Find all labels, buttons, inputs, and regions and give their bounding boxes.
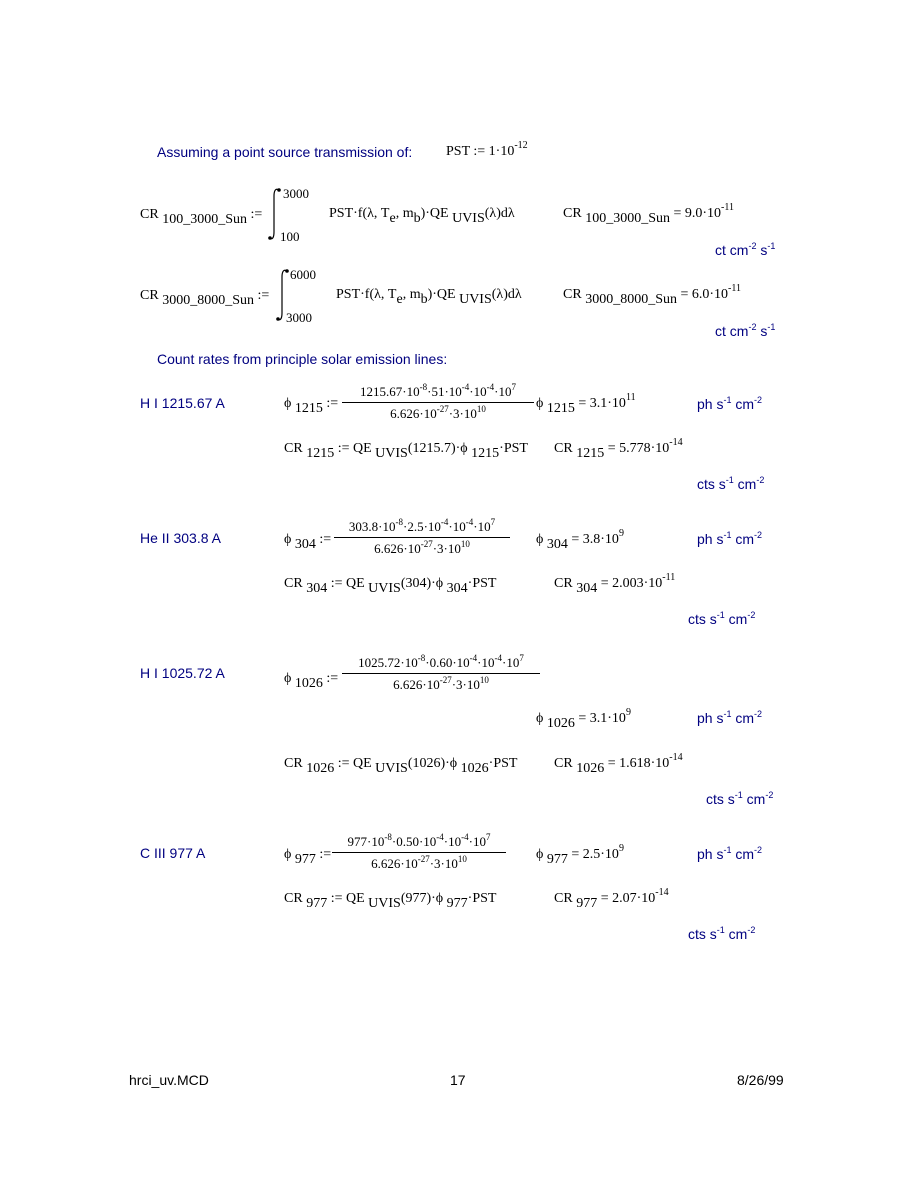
phi-result: ϕ $_{304} = 3.8\cdot 10^9$ — [536, 528, 624, 552]
fraction-numerator: $1025.72\cdot 10^{-8}\cdot 0.60\cdot 10^{-4}\cdot 10^{-4}\cdot 10^7$ — [342, 655, 540, 674]
integral-lhs: CR $_{3000\_8000\_Sun}$ := — [140, 288, 270, 308]
count-rate-definition: CR $_{977}$ := QE $_{UVIS}$(977)·ϕ $_{977}$·PST — [284, 891, 497, 911]
emission-line-name: H I 1215.67 A — [140, 395, 225, 411]
integral-unit: ct $cm^{-2}$ $s^{-1}$ — [715, 322, 776, 339]
phi-lhs: ϕ $_{1026}$ := — [284, 671, 339, 691]
count-unit: cts $s^{-1}$ $cm^{-2}$ — [697, 475, 765, 492]
integral-result: CR $_{100\_3000\_Sun} = 9.0\cdot 10^{-11}$ — [563, 202, 735, 226]
fraction-denominator: $6.626\cdot 10^{-27}\cdot 3\cdot 10^{10}$ — [374, 539, 470, 556]
footer-page-number: 17 — [450, 1072, 466, 1088]
emission-line-name: C III 977 A — [140, 845, 206, 861]
intro-label: Assuming a point source transmission of: — [157, 144, 413, 160]
emission-line-name: H I 1025.72 A — [140, 665, 225, 681]
section-label: Count rates from principle solar emission lines: — [157, 351, 448, 367]
flux-fraction — [332, 834, 506, 872]
fraction-denominator: $6.626\cdot 10^{-27}\cdot 3\cdot 10^{10}$ — [393, 675, 489, 692]
phi-result: ϕ $_{1215} = 3.1\cdot 10^{11}$ — [536, 392, 636, 416]
count-rate-result: CR $_{1026} = 1.618\cdot 10^{-14}$ — [554, 752, 683, 776]
emission-line-name: He II 303.8 A — [140, 530, 221, 546]
count-unit: cts $s^{-1}$ $cm^{-2}$ — [706, 790, 774, 807]
flux-fraction — [342, 384, 534, 422]
count-rate-result: CR $_{977} = 2.07\cdot 10^{-14}$ — [554, 887, 669, 911]
phi-lhs: ϕ $_{304}$ := — [284, 532, 332, 552]
integral-lhs: CR $_{100\_3000\_Sun}$ := — [140, 207, 263, 227]
photon-unit: ph $s^{-1}$ $cm^{-2}$ — [697, 530, 763, 547]
lower-limit: 3000 — [286, 310, 312, 325]
photon-unit: ph $s^{-1}$ $cm^{-2}$ — [697, 709, 763, 726]
photon-unit: ph $s^{-1}$ $cm^{-2}$ — [697, 845, 763, 862]
integrand: PST·f(λ, $T_e$, $m_b)\cdot QE$ $_{UVIS}$(λ)dλ — [336, 287, 522, 307]
count-rate-result: CR $_{304} = 2.003\cdot 10^{-11}$ — [554, 572, 676, 596]
count-unit: cts $s^{-1}$ $cm^{-2}$ — [688, 610, 756, 627]
integral-unit: ct $cm^{-2}$ $s^{-1}$ — [715, 241, 776, 258]
fraction-numerator: $1215.67\cdot 10^{-8}\cdot 51\cdot 10^{-4}\cdot 10^{-4}\cdot 10^7$ — [342, 384, 534, 403]
footer-date: 8/26/99 — [737, 1072, 784, 1088]
phi-result: ϕ $_{1026} = 3.1\cdot 10^9$ — [536, 707, 631, 731]
lower-limit: 100 — [280, 229, 300, 244]
phi-lhs: ϕ $_{1215}$ := — [284, 396, 339, 416]
fraction-denominator: $6.626\cdot 10^{-27}\cdot 3\cdot 10^{10}$ — [371, 854, 467, 871]
phi-lhs: ϕ $_{977}$ := — [284, 847, 332, 867]
integrand: PST·f(λ, $T_e$, $m_b)\cdot QE$ $_{UVIS}$(λ)dλ — [329, 206, 515, 226]
fraction-numerator: $303.8\cdot 10^{-8}\cdot 2.5\cdot 10^{-4}\cdot 10^{-4}\cdot 10^7$ — [334, 519, 510, 538]
upper-limit: 6000 — [290, 267, 316, 282]
count-unit: cts $s^{-1}$ $cm^{-2}$ — [688, 925, 756, 942]
photon-unit: ph $s^{-1}$ $cm^{-2}$ — [697, 395, 763, 412]
count-rate-definition: CR $_{1026}$ := QE $_{UVIS}$(1026)·ϕ $_{1026}$·PST — [284, 756, 518, 776]
pst-definition: PST := $1\cdot 10^{-12}$ — [446, 140, 528, 159]
count-rate-definition: CR $_{304}$ := QE $_{UVIS}$(304)·ϕ $_{304}$·PST — [284, 576, 497, 596]
count-rate-result: CR $_{1215} = 5.778\cdot 10^{-14}$ — [554, 437, 683, 461]
upper-limit: 3000 — [283, 186, 309, 201]
flux-fraction — [342, 655, 540, 693]
flux-fraction — [334, 519, 510, 557]
phi-result: ϕ $_{977} = 2.5\cdot 10^9$ — [536, 843, 624, 867]
fraction-numerator: $977\cdot 10^{-8}\cdot 0.50\cdot 10^{-4}\cdot 10^{-4}\cdot 10^7$ — [332, 834, 506, 853]
footer-filename: hrci_uv.MCD — [129, 1072, 209, 1088]
integral-result: CR $_{3000\_8000\_Sun} = 6.0\cdot 10^{-11}$ — [563, 283, 742, 307]
count-rate-definition: CR $_{1215}$ := QE $_{UVIS}$(1215.7)·ϕ $_{1215}$·PST — [284, 441, 528, 461]
fraction-denominator: $6.626\cdot 10^{-27}\cdot 3\cdot 10^{10}$ — [390, 404, 486, 421]
